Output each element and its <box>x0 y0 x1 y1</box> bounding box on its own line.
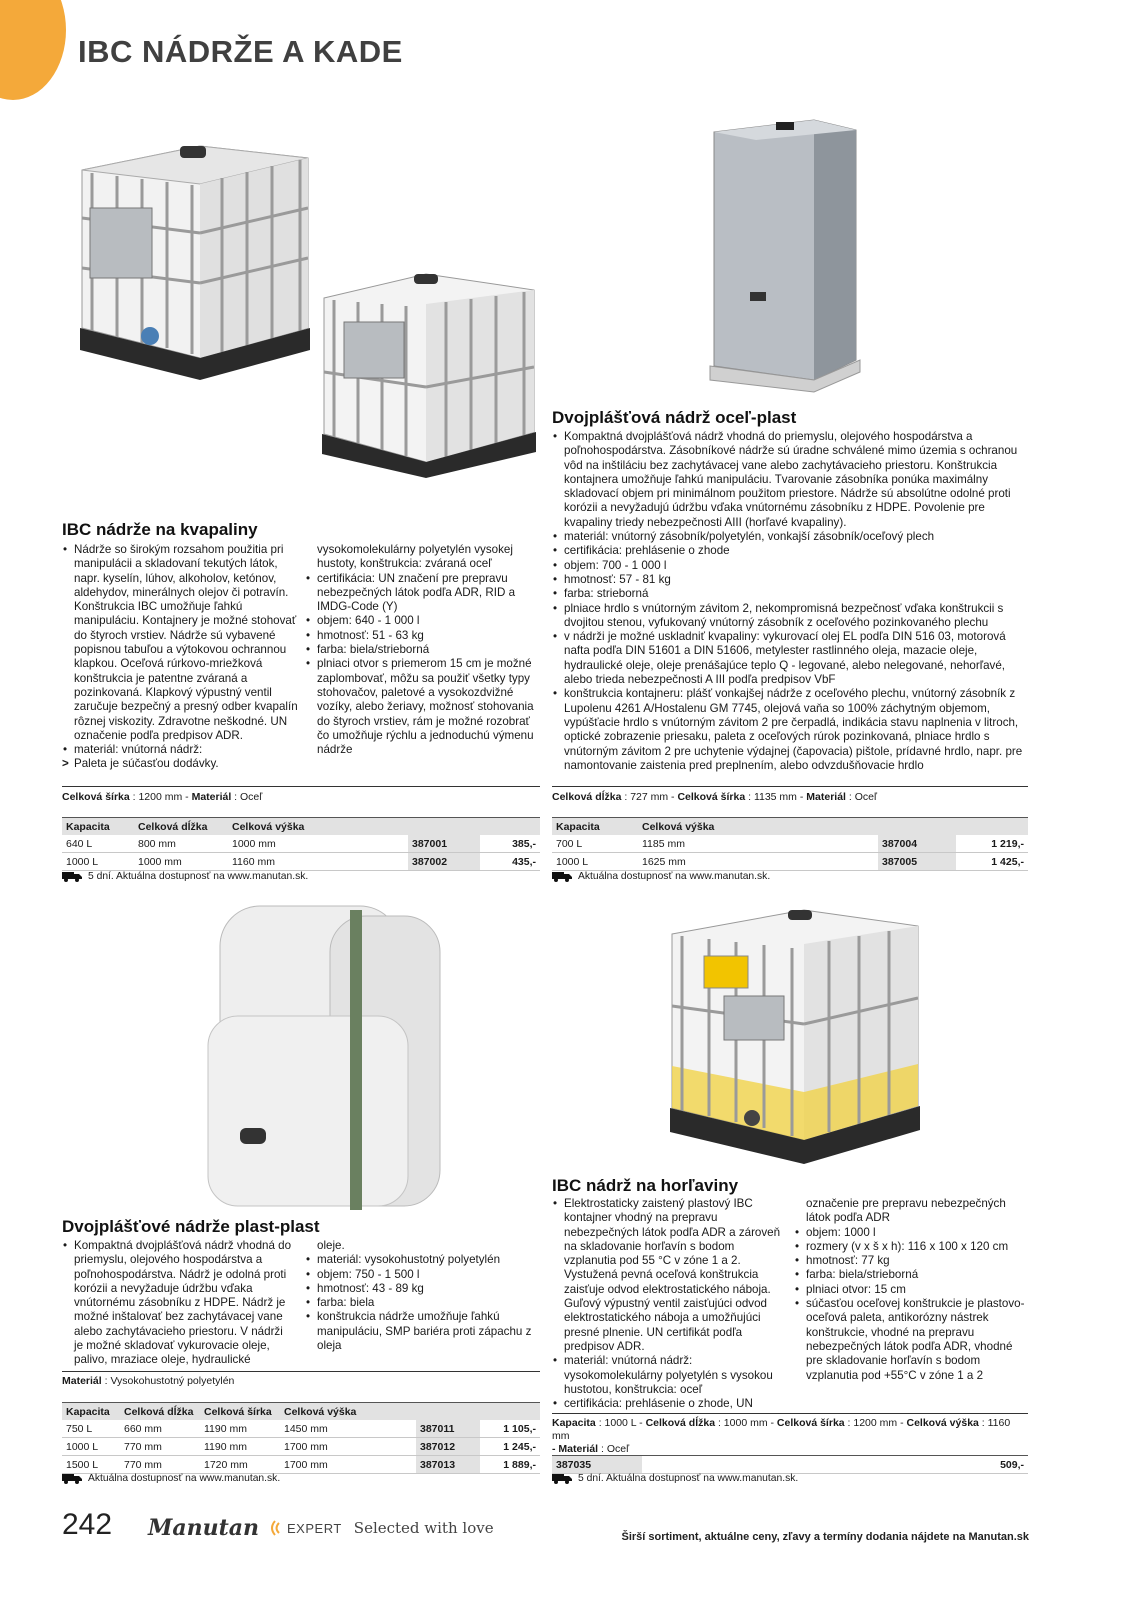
ibc-liquids-features-col1 <box>62 543 302 772</box>
divider <box>552 786 1028 787</box>
cell-product-code[interactable]: 387013 <box>416 1456 480 1474</box>
col-header: Celková výška <box>638 818 878 836</box>
section-title-ibc-liquids: IBC nádrže na kvapaliny <box>62 520 258 539</box>
ibc-flammable-tank-image <box>664 896 926 1172</box>
feature-item: • Elektrostaticky zaistený plastový IBC kontajner vhodný na prepravu nebezpečných látok podľa ADR a zároveň na skladovanie horľavín s bodom vzplanutia pod 55 °C v zóne 1 a 2. Vystužená pevná oceľová konštrukcia zaisťuje odvod elektrostatického náboja. Guľový výpustný ventil zaisťujúci odvod elektrostatického náboja a umožňujúci presné plnenie. UN certifikát podľa predpisov ADR. <box>552 1197 788 1354</box>
feature-item: • certifikácia: UN značení pre prepravu nebezpečných látok podľa ADR, RID a IMDG-Code (Y) <box>305 572 540 615</box>
cell-capacity: 1500 L <box>62 1456 120 1474</box>
cell-price: 435,- <box>480 853 540 871</box>
brand-sub: EXPERT <box>287 1520 342 1536</box>
feature-item: • materiál: vnútorná nádrž: <box>62 743 302 757</box>
feature-item: • hmotnosť: 57 - 81 kg <box>552 573 1028 587</box>
footer-link[interactable]: Manutan.sk <box>968 1531 1029 1543</box>
cell-length: 770 mm <box>120 1456 200 1474</box>
table-row <box>62 1420 540 1438</box>
steel-plastic-features <box>552 430 1028 773</box>
table-row <box>62 835 540 853</box>
feature-item: • farba: biela <box>305 1296 540 1310</box>
divider <box>62 786 540 787</box>
delivery-text[interactable]: 5 dní. Aktuálna dostupnosť na www.manutan.sk. <box>578 1473 799 1484</box>
section-title-plastic-plastic: Dvojplášťové nádrže plast-plast <box>62 1217 320 1236</box>
cell-height: 1700 mm <box>280 1456 416 1474</box>
cell-product-code[interactable]: 387001 <box>408 835 480 853</box>
plastic-plastic-product-table <box>62 1402 540 1474</box>
delivery-truck-icon <box>62 871 82 882</box>
feature-item: • certifikácia: prehlásenie o zhode, UN <box>552 1397 788 1411</box>
feature-item: • objem: 1000 l <box>794 1226 1028 1240</box>
cell-height: 1160 mm <box>228 853 408 871</box>
col-header <box>480 818 540 836</box>
cell-capacity: 700 L <box>552 835 638 853</box>
feature-item: • Kompaktná dvojplášťová nádrž vhodná do priemyslu, olejového hospodárstva a poľnohospodárstva. Zásobníkové nádrže sú úradne schválené mimo územia s ochranou vôd na inštiláciu bez zachytávacej vane alebo zachytávacieho priestoru. Konštrukcia kontajnera umožňuje ľahkú manipuláciu. Tvarovanie zásobníka ponúka maximálny skladovací objem pri minimálnom použitom priestore. Nádrže sú absolútne odolné proti korózii a nevyžadujú údržbu vďaka vnútornému zásobníku z HDPE. Povolenie pre kvapaliny triedy nebezpečnosti AIII (horľavé kvapaliny). <box>552 430 1028 530</box>
cell-length: 770 mm <box>120 1438 200 1456</box>
cell-price: 1 105,- <box>480 1420 540 1438</box>
steel-plastic-delivery <box>552 870 770 883</box>
cell-capacity: 750 L <box>62 1420 120 1438</box>
feature-item: • materiál: vnútorný zásobník/polyetylén, vonkajší zásobník/oceľový plech <box>552 530 1028 544</box>
cell-length: 660 mm <box>120 1420 200 1438</box>
feature-item: • materiál: vnútorná nádrž: vysokomolekulárny polyetylén s vysokou hustotou, konštrukcia: oceľ <box>552 1354 788 1397</box>
steel-plastic-tank-image <box>706 110 864 398</box>
cell-price: 1 889,- <box>480 1456 540 1474</box>
ibc-liquids-features-col2 <box>305 543 540 757</box>
ibc-flammables-features-col1 <box>552 1197 788 1411</box>
feature-item: • plniaci otvor: 15 cm <box>794 1283 1028 1297</box>
feature-item: • farba: biela/strieborná <box>794 1268 1028 1282</box>
cell-price: 1 219,- <box>956 835 1028 853</box>
feature-item: • plniace hrdlo s vnútorným závitom 2, nekompromisná bezpečnosť vďaka konštrukcii s dvojitou stenou, vyfukovaný vnútorný zásobník z oceľového pozinkovaného plechu <box>552 602 1028 631</box>
steel-plastic-product-table <box>552 817 1028 871</box>
plastic-plastic-features-col2 <box>305 1239 540 1353</box>
cell-capacity: 1000 L <box>62 1438 120 1456</box>
feature-item: • certifikácia: prehlásenie o zhode <box>552 544 1028 558</box>
feature-item: • materiál: vysokohustotný polyetylén <box>305 1253 540 1267</box>
feature-item: • v nádrži je možné uskladniť kvapaliny: vykurovací olej EL podľa DIN 516 03, motorová nafta podľa DIN 51601 a DIN 51606, metylester rastlinného oleja, mazacie oleje, hydraulické oleje, oleje prenášajúce teplo Q - legované, alebo nelegované, nehorľavé, alebo trieda nebezpečnosti A III podľa predpisov VbF <box>552 630 1028 687</box>
col-header: Celková dĺžka <box>120 1403 200 1421</box>
cell-width: 1190 mm <box>200 1420 280 1438</box>
col-header <box>480 1403 540 1421</box>
brand-slogan: Selected with love <box>353 1519 494 1537</box>
cell-product-code[interactable]: 387035 <box>552 1456 642 1474</box>
feature-item: • objem: 750 - 1 500 l <box>305 1268 540 1282</box>
feature-item: • hmotnosť: 77 kg <box>794 1254 1028 1268</box>
table-row <box>552 1456 1028 1474</box>
col-header: Celková šírka <box>200 1403 280 1421</box>
ibc-tank-image-small <box>316 262 542 480</box>
cell-capacity: 640 L <box>62 835 134 853</box>
col-header: Kapacita <box>62 1403 120 1421</box>
col-header <box>878 818 956 836</box>
feature-item: • konštrukcia kontajneru: plášť vonkajšej nádrže z oceľového plechu, vnútorný zásobník z Lupolenu 4261 A/Hostalenu GM 7745, olejová vaňa so 100% záchytným objemom, vypúšťacie hrdlo s vnútorným závitom 2 pre čerpadlá, indikácia stavu naplnenia v litroch, optické zobrazenie priesaku, paleta z oceľových rúrok pozinkovaná, plniace hrdlo s vnútorným závitom 2 pre uchytenie výdajnej (čapovacia) pištole, prídavné hrdlo, napr. pre namontovanie zaistenia pred preplnením, alebo odvzdušňovacie hrdlo <box>552 687 1028 773</box>
table-row <box>62 853 540 871</box>
plastic-plastic-tank-image <box>200 896 458 1230</box>
cell-price: 1 245,- <box>480 1438 540 1456</box>
feature-item: • objem: 700 - 1 000 l <box>552 559 1028 573</box>
cell-product-code[interactable]: 387012 <box>416 1438 480 1456</box>
feature-item: • konštrukcia nádrže umožňuje ľahkú manipuláciu, SMP bariéra proti zápachu z oleja <box>305 1310 540 1353</box>
delivery-text[interactable]: 5 dní. Aktuálna dostupnosť na www.manutan.sk. <box>88 871 309 882</box>
table-row <box>552 853 1028 871</box>
feature-item: • Nádrže so širokým rozsahom použitia pri manipulácii a skladovaní tekutých látok, napr. kyselín, lúhov, alkoholov, ketónov, aldehydov, minerálnych olejov či potravín. Konštrukcia IBC umožňuje ľahkú manipuláciu. Kontajnery je možné stohovať do štyroch vrstiev. Nádrže sú vybavené popisnou tabuľou a výtokovou ochrannou klapkou. Oceľová rúrkovo-mriežková konštrukcia je patentne zváraná a pozinkovaná. Klapkový výpustný ventil zaručuje bezpečný a presný odber kvapalín rôznej viskozity. Zdravotne neškodné. UN označenie podľa predpisov ADR. <box>62 543 302 743</box>
col-header: Celková dĺžka <box>134 818 228 836</box>
cell-capacity: 1000 L <box>552 853 638 871</box>
feature-item-continued: vysokomolekulárny polyetylén vysokej hustoty, konštrukcia: zváraná oceľ <box>317 543 513 571</box>
table-row <box>552 835 1028 853</box>
cell-product-code[interactable]: 387004 <box>878 835 956 853</box>
cell-height: 1700 mm <box>280 1438 416 1456</box>
divider <box>552 1413 1028 1414</box>
delivery-truck-icon <box>552 1473 572 1484</box>
col-header: Kapacita <box>552 818 638 836</box>
brand-logo <box>148 1515 494 1541</box>
steel-plastic-spec-line: Celková dĺžka : 727 mm - Celková šírka : 1135 mm - Materiál : Oceľ <box>552 791 878 803</box>
cell-product-code[interactable]: 387005 <box>878 853 956 871</box>
cell-length: 1000 mm <box>134 853 228 871</box>
table-row <box>62 1456 540 1474</box>
cell-price: 1 425,- <box>956 853 1028 871</box>
delivery-truck-icon <box>62 1473 82 1484</box>
cell-product-code[interactable]: 387011 <box>416 1420 480 1438</box>
feature-item-continued: označenie pre prepravu nebezpečných látok podľa ADR <box>806 1197 1006 1225</box>
ibc-flammables-features-col2 <box>794 1197 1028 1383</box>
feature-item-continued: oleje. <box>317 1239 345 1252</box>
footer-note <box>622 1531 1030 1543</box>
feature-item: • Kompaktná dvojplášťová nádrž vhodná do priemyslu, olejového hospodárstva a poľnohospodárstva. Nádrž je odolná proti korózii a nevyžaduje údržbu vďaka vnútornému zásobníku z HDPE. Nádrž je možné inštalovať bez zachytávacej vane alebo zachytávacieho priestoru. V nádrži je možné skladovať vykurovacie oleje, palivo, mraziace oleje, hydraulické <box>62 1239 294 1368</box>
plastic-plastic-features-col1 <box>62 1239 294 1368</box>
page-number: 242 <box>62 1508 113 1541</box>
section-tab-accent <box>0 0 66 100</box>
cell-length: 800 mm <box>134 835 228 853</box>
delivery-text[interactable]: Aktuálna dostupnosť na www.manutan.sk. <box>578 871 771 882</box>
col-header: Kapacita <box>62 818 134 836</box>
col-header: Celková výška <box>280 1403 416 1421</box>
cell-width: 1190 mm <box>200 1438 280 1456</box>
ibc-flammables-delivery <box>552 1472 798 1485</box>
ibc-flammables-spec-line: Kapacita : 1000 L - Celková dĺžka : 1000 mm - Celková šírka : 1200 mm - Celková výška : 1160 mm - Materiál : Oceľ <box>552 1417 1011 1455</box>
feature-item: • plniaci otvor s priemerom 15 cm je možné zaplombovať, môžu sa použiť všetky typy stohovačov, paletové a vysokozdvižné vozíky, alebo žeriavy, možnosť stohovania do štyroch vrstiev, rám je možné rozobrať čo umožňuje rýchlu a jednoduchú výmenu nádrže <box>305 657 540 757</box>
cell-width: 1720 mm <box>200 1456 280 1474</box>
cell-price: 385,- <box>480 835 540 853</box>
feature-item: • objem: 640 - 1 000 l <box>305 614 540 628</box>
cell-price: 509,- <box>642 1456 1028 1474</box>
col-header <box>416 1403 480 1421</box>
plastic-plastic-spec-line: Materiál : Vysokohustotný polyetylén <box>62 1375 235 1387</box>
section-title-steel-plastic: Dvojplášťová nádrž oceľ-plast <box>552 408 797 427</box>
col-header: Celková výška <box>228 818 408 836</box>
ibc-tank-image-large <box>72 128 317 386</box>
feature-item: • farba: strieborná <box>552 587 1028 601</box>
col-header <box>956 818 1028 836</box>
cell-height: 1185 mm <box>638 835 878 853</box>
feature-item: • rozmery (v x š x h): 116 x 100 x 120 cm <box>794 1240 1028 1254</box>
brand-waves-icon <box>265 1519 281 1537</box>
page-title: IBC NÁDRŽE A KADE <box>78 34 403 69</box>
table-row <box>62 1438 540 1456</box>
section-title-ibc-flammables: IBC nádrž na horľaviny <box>552 1176 739 1195</box>
footer-text: Širší sortiment, aktuálne ceny, zľavy a termíny dodania nájdete na <box>621 1531 969 1543</box>
col-header <box>408 818 480 836</box>
cell-capacity: 1000 L <box>62 853 134 871</box>
divider <box>62 1371 540 1372</box>
feature-item: • súčasťou oceľovej konštrukcie je plastovo-oceľová paleta, antikorózny nástrek konštrukcie, vhodné na prepravu nebezpečných látok podľa ADR, vhodné pre skladovanie horľavín s bodom vzplanutia pod +55°C v zóne 1 a 2 <box>794 1297 1028 1383</box>
plastic-plastic-delivery <box>62 1472 280 1485</box>
delivery-truck-icon <box>552 871 572 882</box>
feature-item: • hmotnosť: 43 - 89 kg <box>305 1282 540 1296</box>
cell-height: 1000 mm <box>228 835 408 853</box>
feature-item: • hmotnosť: 51 - 63 kg <box>305 629 540 643</box>
ibc-liquids-delivery <box>62 870 308 883</box>
ibc-liquids-product-table <box>62 817 540 871</box>
feature-item: • farba: biela/strieborná <box>305 643 540 657</box>
ibc-liquids-spec-line: Celková šírka : 1200 mm - Materiál : Oceľ <box>62 791 263 803</box>
brand-name: Manutan <box>148 1515 260 1541</box>
cell-height: 1625 mm <box>638 853 878 871</box>
cell-product-code[interactable]: 387002 <box>408 853 480 871</box>
cell-height: 1450 mm <box>280 1420 416 1438</box>
delivery-text[interactable]: Aktuálna dostupnosť na www.manutan.sk. <box>88 1473 281 1484</box>
feature-item-pallet-note: > Paleta je súčasťou dodávky. <box>62 757 302 771</box>
